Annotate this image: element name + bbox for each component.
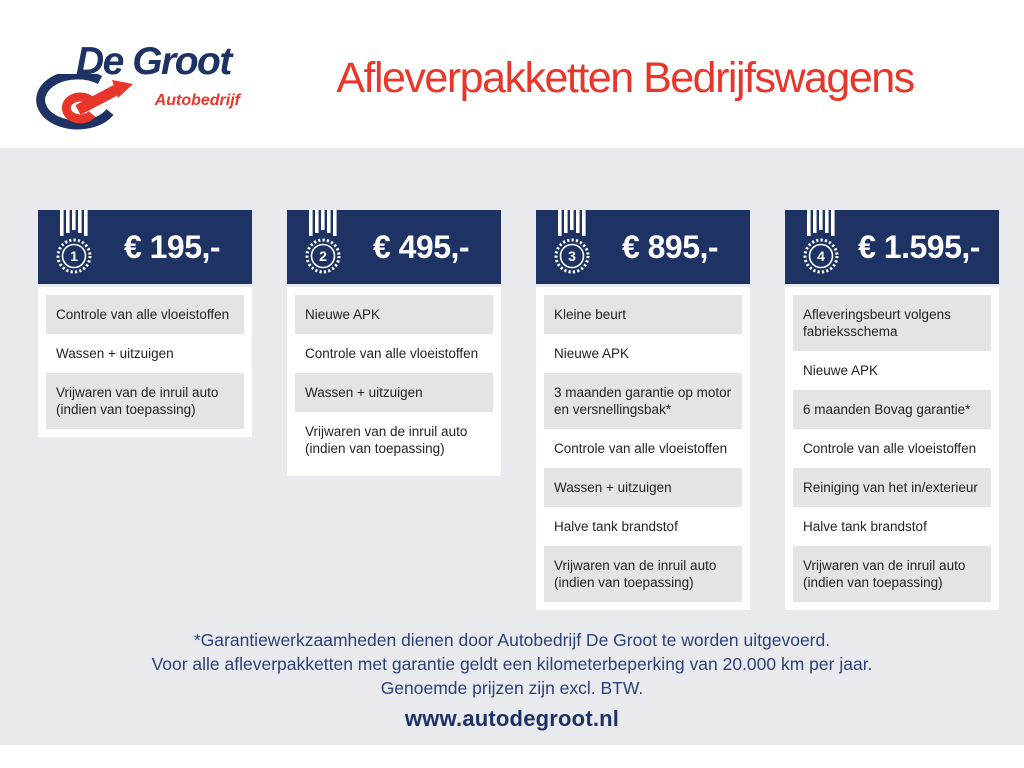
package-price: € 195,- xyxy=(123,228,221,265)
package-item: Controle van alle vloeistoffen xyxy=(46,295,244,334)
package-price: € 1.595,- xyxy=(858,228,980,265)
package-item: 3 maanden garantie op motor en versnellingsbak* xyxy=(544,373,742,429)
medal-icon xyxy=(548,210,598,282)
package-price: € 495,- xyxy=(372,228,470,265)
package-header xyxy=(536,210,750,284)
medal-icon xyxy=(299,210,349,282)
package-item: Wassen + uitzuigen xyxy=(56,346,174,361)
package-header xyxy=(38,210,252,284)
package-item: Wassen + uitzuigen xyxy=(544,468,742,507)
package-item: Vrijwaren van de inruil auto (indien van toepassing) xyxy=(305,424,468,456)
ribbon-icon xyxy=(807,210,835,236)
package-items xyxy=(38,287,252,437)
brand-logo xyxy=(36,40,240,142)
header xyxy=(0,0,1024,148)
package-item: Vrijwaren van de inruil auto (indien van toepassing) xyxy=(544,546,742,602)
package-price: € 895,- xyxy=(621,228,719,265)
package-card-4 xyxy=(785,210,999,610)
ribbon-icon xyxy=(558,210,586,236)
ribbon-icon xyxy=(309,210,337,236)
brand-subtitle: Autobedrijf xyxy=(154,92,240,109)
package-item: Nieuwe APK xyxy=(554,346,630,361)
footnotes xyxy=(0,628,1024,700)
package-item: Wassen + uitzuigen xyxy=(295,373,493,412)
package-item: Vrijwaren van de inruil auto (indien van toepassing) xyxy=(46,373,244,429)
medal-icon xyxy=(50,210,100,282)
ribbon-icon xyxy=(60,210,88,236)
footnote-line: *Garantiewerkzaamheden dienen door Autobedrijf De Groot te worden uitgevoerd. xyxy=(193,630,831,650)
package-card-2 xyxy=(287,210,501,610)
package-items xyxy=(536,287,750,610)
package-columns xyxy=(38,210,999,610)
footnote-line: Genoemde prijzen zijn excl. BTW. xyxy=(380,678,644,698)
medal-number: 2 xyxy=(319,248,327,264)
content-area xyxy=(0,148,1024,745)
package-item: Controle van alle vloeistoffen xyxy=(305,346,479,361)
package-item: Controle van alle vloeistoffen xyxy=(803,441,977,456)
website-text: www.autodegroot.nl xyxy=(404,706,620,731)
medal-icon xyxy=(797,210,847,282)
package-item: Afleveringsbeurt volgens fabrieksschema xyxy=(793,295,991,351)
medal-number: 1 xyxy=(70,248,78,264)
brand-name: De Groot xyxy=(76,40,231,83)
package-item: Vrijwaren van de inruil auto (indien van toepassing) xyxy=(793,546,991,602)
package-items xyxy=(287,287,501,476)
medal-number: 4 xyxy=(817,248,825,264)
medal-number: 3 xyxy=(568,248,576,264)
package-item: Nieuwe APK xyxy=(295,295,493,334)
package-item: Reiniging van het in/exterieur xyxy=(793,468,991,507)
package-header xyxy=(785,210,999,284)
footnote-line: Voor alle afleverpakketten met garantie geldt een kilometerbeperking van 20.000 km per jaar. xyxy=(151,654,873,674)
package-header xyxy=(287,210,501,284)
package-card-1 xyxy=(38,210,252,610)
package-item: Kleine beurt xyxy=(544,295,742,334)
package-item: 6 maanden Bovag garantie* xyxy=(793,390,991,429)
package-item: Halve tank brandstof xyxy=(803,519,927,534)
package-item: Halve tank brandstof xyxy=(554,519,678,534)
package-item: Nieuwe APK xyxy=(803,363,879,378)
package-items xyxy=(785,287,999,610)
package-card-3 xyxy=(536,210,750,610)
package-item: Controle van alle vloeistoffen xyxy=(554,441,728,456)
page-title: Afleverpakketten Bedrijfswagens xyxy=(336,54,914,102)
